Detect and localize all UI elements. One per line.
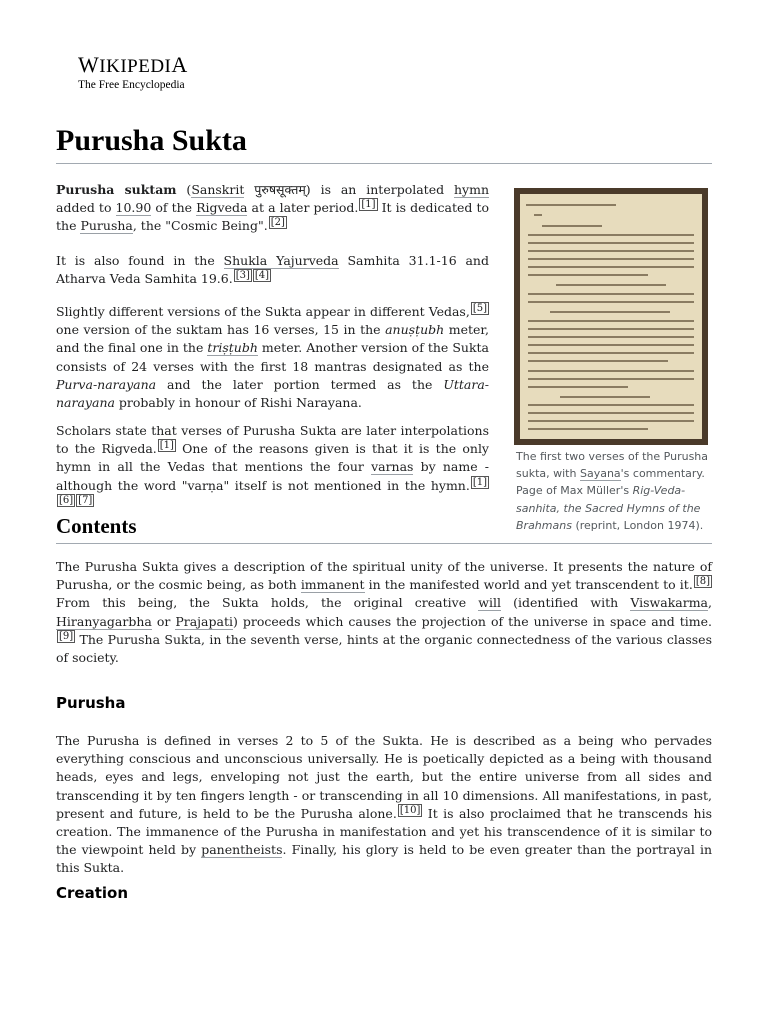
manuscript-text-line [526,204,616,206]
manuscript-text-line [528,378,694,380]
link-panentheists[interactable]: panentheists [201,842,283,858]
citation-1[interactable]: [1] [472,476,487,488]
link-hymn[interactable]: hymn [453,182,490,197]
manuscript-image[interactable] [514,188,708,445]
manuscript-text-line [556,284,666,286]
link-hiranyagarbha[interactable]: Hiranyagarbha [56,613,152,629]
manuscript-text-line [528,370,694,372]
manuscript-text-line [528,301,694,303]
image-caption: The first two verses of the Purusha sukta, with Sayana's commentary. Page of Max Müller's Rig-Veda-sanhita, the Sacred Hymns of the Brahmans (reprint, London 1974). [516,450,709,532]
intro-paragraph-1: Purusha suktam (Sanskrit पुरुषसूक्तम्) is an interpolated hymn added to 10.90 of the Rigveda at a later period. [1] It is dedicated to the Purusha, the "Cosmic Being". [2] [56,182,490,234]
link-immanent[interactable]: immanent [300,577,365,593]
link-tristubh[interactable]: triṣṭubh [207,340,258,356]
intro-paragraph-4: Scholars state that verses of Purusha Sukta are later interpolations to the Rigveda. [1] One of the reasons given is that it is the only hymn in all the Vedas that mentions the four varnas by name - although the word "varṇa" itself is not mentioned in the hymn. [1][6] [7] [56,423,489,506]
section-heading-contents: Contents [56,514,137,538]
manuscript-text-line [528,344,694,346]
wikipedia-logo[interactable] [78,52,188,91]
manuscript-text-line [542,225,602,227]
manuscript-text-line [528,320,694,322]
term-purva-narayana: Purva-narayana [56,376,157,392]
term-uttara-narayana: Uttara-narayana [56,376,489,411]
manuscript-text-line [528,428,648,430]
link-varnas[interactable]: varnas [371,459,414,475]
section-heading-purusha: Purusha [56,694,126,712]
manuscript-text-line [534,214,542,216]
citation-6[interactable]: [6] [59,494,74,506]
link-purusha[interactable]: Purusha [80,218,133,234]
logo-wordmark: WIKIPEDIA [78,52,188,77]
citation-3[interactable]: [3] [235,270,250,282]
logo-tagline: The Free Encyclopedia [78,79,185,91]
manuscript-page [520,194,702,439]
manuscript-text-line [528,293,694,295]
term-anustubh: anuṣṭubh [385,322,445,338]
manuscript-text-line [560,396,650,398]
citation-9[interactable]: [9] [59,630,74,642]
citation-10[interactable]: [10] [399,804,421,816]
manuscript-text-line [528,412,694,414]
manuscript-text-line [528,250,694,252]
caption-book-title: Rig-Veda-sanhita, the Sacred Hymns of the Brahmans [516,484,701,532]
manuscript-text-line [528,336,694,338]
manuscript-text-line [528,386,628,388]
contents-divider [56,543,712,544]
link-10-90[interactable]: 10.90 [115,200,152,216]
intro-paragraph-2: It is also found in the Shukla Yajurveda Samhita 31.1-16 and Atharva Veda Samhita 19.6. [3] [4] [56,253,489,287]
page-title: Purusha Sukta [56,124,247,157]
link-will[interactable]: will [478,595,501,611]
purusha-paragraph: The Purusha is defined in verses 2 to 5 of the Sukta. He is described as a being who pervades everything conscious and unconscious universally. He is poetically depicted as a being with thousand heads, eyes and legs, enveloping not just the earth, but the entire universe from all sides and transcending it by ten fingers length - or transcending in all 10 dimensions. All manifestations, in past, present and future, is held to be the Purusha alone. [10] It is also proclaimed that he transcends his creation. The immanence of the Purusha in manifestation and yet his transcendence of it is similar to the viewpoint held by panentheists. Finally, his glory is held to be even greater than the portrayal in this Sukta. [56,733,712,876]
link-rigveda[interactable]: Rigveda [196,200,248,216]
manuscript-text-line [528,242,694,244]
manuscript-text-line [528,360,668,362]
manuscript-text-line [528,404,694,406]
manuscript-text-line [528,266,694,268]
link-sayana[interactable]: Sayana [579,467,621,481]
citation-1[interactable]: [1] [159,440,174,452]
manuscript-text-line [550,311,670,313]
citation-1[interactable]: [1] [361,199,376,211]
manuscript-text-line [528,420,694,422]
citation-8[interactable]: [8] [695,576,710,588]
manuscript-text-line [528,234,694,236]
bold-term: Purusha suktam [56,182,177,197]
manuscript-text-line [528,258,694,260]
link-sanskrit[interactable]: Sanskrit [191,182,245,197]
citation-7[interactable]: [7] [78,494,93,506]
title-divider [56,163,712,164]
link-prajapati[interactable]: Prajapati [175,613,233,629]
contents-paragraph: The Purusha Sukta gives a description of the spiritual unity of the universe. It presents the nature of Purusha, or the cosmic being, as both immanent in the manifested world and yet transcendent to it. [8] From this being, the Sukta holds, the original creative will (identified with Viswakarma, Hiranyagarbha or Prajapati) proceeds which causes the projection of the universe in space and time.[9] The Purusha Sukta, in the seventh verse, hints at the organic connectedness of the various classes of society. [56,559,713,666]
link-viswakarma[interactable]: Viswakarma [630,595,709,611]
manuscript-text-line [528,328,694,330]
citation-4[interactable]: [4] [254,270,270,282]
manuscript-text-line [528,352,694,354]
intro-paragraph-3: Slightly different versions of the Sukta appear in different Vedas, [5] one version of the suktam has 16 verses, 15 in the anuṣṭubh meter, and the final one in the triṣṭubh meter. Another version of the Sukta consists of 24 verses with the first 18 mantras designated as the Purva-narayana and the later portion termed as the Uttara-narayana probably in honour of Rishi Narayana. [56,303,489,411]
citation-2[interactable]: [2] [270,217,285,229]
citation-5[interactable]: [5] [472,303,487,314]
link-shukla-yajurveda[interactable]: Shukla Yajurveda [223,253,339,268]
section-heading-creation: Creation [56,884,128,902]
manuscript-text-line [528,274,648,276]
